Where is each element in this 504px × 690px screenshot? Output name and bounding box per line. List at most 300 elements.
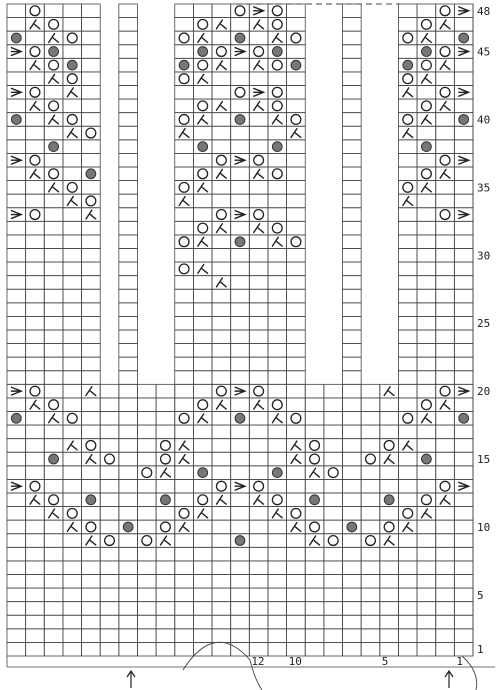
grid-cell — [7, 466, 26, 480]
grid-cell — [7, 534, 26, 548]
grid-cell — [26, 357, 45, 371]
grid-cell — [361, 642, 380, 656]
grid-cell — [44, 262, 63, 276]
grid-cell — [231, 629, 250, 643]
decrease-symbol — [67, 197, 77, 206]
grid-cell — [26, 425, 45, 439]
grid-cell — [417, 316, 436, 330]
grid-cell — [175, 344, 194, 358]
grid-cell — [343, 479, 362, 493]
grid-cell — [26, 72, 45, 86]
grid-cell — [231, 316, 250, 330]
yarn-over-symbol — [30, 87, 40, 97]
grid-cell — [82, 344, 101, 358]
grid-cell — [324, 520, 343, 534]
grid-cell — [137, 520, 156, 534]
grid-cell — [119, 18, 138, 32]
grid-cell — [231, 249, 250, 263]
grid-cell — [193, 194, 212, 208]
grid-cell — [454, 18, 473, 32]
repeat-arrow-icon — [445, 671, 453, 688]
grid-cell — [63, 466, 82, 480]
grid-cell — [436, 221, 455, 235]
grid-cell — [82, 575, 101, 589]
yarn-over-symbol — [49, 169, 59, 179]
yarn-over-symbol — [161, 522, 171, 532]
grid-cell — [343, 575, 362, 589]
grid-cell — [7, 493, 26, 507]
grid-cell — [268, 602, 287, 616]
decrease-symbol — [216, 495, 226, 504]
yarn-over-symbol — [291, 508, 301, 518]
grid-cell — [100, 479, 119, 493]
grid-cell — [82, 316, 101, 330]
bobble-symbol — [272, 47, 282, 57]
grid-cell — [7, 371, 26, 385]
yarn-over-symbol — [440, 155, 450, 165]
yarn-over-symbol — [198, 400, 208, 410]
grid-cell — [249, 344, 268, 358]
grid-cell — [212, 642, 231, 656]
decrease-symbol — [422, 74, 432, 83]
grid-cell — [175, 371, 194, 385]
decrease-symbol — [403, 88, 413, 97]
grid-cell — [417, 153, 436, 167]
grid-cell — [63, 588, 82, 602]
yarn-over-symbol — [384, 522, 394, 532]
grid-cell — [398, 561, 417, 575]
yarn-over-symbol — [216, 210, 226, 220]
decrease-symbol — [291, 523, 301, 532]
decrease-symbol — [179, 129, 189, 138]
grid-cell — [63, 561, 82, 575]
grid-cell — [212, 371, 231, 385]
grid-cell — [305, 615, 324, 629]
bobble-symbol — [272, 468, 282, 478]
grid-cell — [343, 194, 362, 208]
grid-cell — [119, 86, 138, 100]
grid-cell — [287, 330, 306, 344]
bobble-symbol — [384, 495, 394, 505]
grid-cell — [119, 371, 138, 385]
yarn-over-symbol — [440, 47, 450, 57]
grid-cell — [249, 113, 268, 127]
grid-cell — [44, 439, 63, 453]
grid-cell — [436, 602, 455, 616]
grid-cell — [231, 18, 250, 32]
grid-cell — [119, 615, 138, 629]
grid-cell — [454, 547, 473, 561]
grid-cell — [287, 194, 306, 208]
bobble-symbol — [235, 237, 245, 247]
bobble-symbol — [422, 142, 432, 152]
grid-cell — [417, 126, 436, 140]
grid-cell — [436, 534, 455, 548]
grid-cell — [175, 303, 194, 317]
grid-cell — [268, 194, 287, 208]
grid-cell — [231, 493, 250, 507]
grid-cell — [119, 466, 138, 480]
grid-cell — [398, 289, 417, 303]
grid-cell — [119, 126, 138, 140]
yarn-over-symbol — [440, 6, 450, 16]
grid-cell — [417, 439, 436, 453]
grid-cell — [100, 520, 119, 534]
grid-cell — [268, 452, 287, 466]
yarn-over-symbol — [86, 441, 96, 451]
grid-cell — [436, 262, 455, 276]
yarn-over-symbol — [49, 101, 59, 111]
grid-cell — [175, 575, 194, 589]
grid-cell — [137, 507, 156, 521]
row-number-label: 5 — [477, 588, 484, 602]
grid-cell — [398, 602, 417, 616]
decrease-symbol — [49, 74, 59, 83]
grid-cell — [398, 493, 417, 507]
grid-cell — [193, 303, 212, 317]
grid-cell — [361, 439, 380, 453]
grid-cell — [82, 398, 101, 412]
decrease-symbol — [310, 536, 320, 545]
grid-cell — [436, 466, 455, 480]
grid-cell — [119, 221, 138, 235]
decrease-symbol — [422, 183, 432, 192]
bobble-symbol — [403, 60, 413, 70]
decrease-symbol — [254, 224, 264, 233]
bobble-symbol — [198, 468, 208, 478]
yarn-over-symbol — [30, 47, 40, 57]
grid-cell — [193, 439, 212, 453]
grid-cell — [398, 384, 417, 398]
grid-cell — [137, 575, 156, 589]
grid-cell — [175, 642, 194, 656]
grid-cell — [361, 615, 380, 629]
grid-cell — [417, 479, 436, 493]
grid-cell — [324, 398, 343, 412]
grid-cell — [7, 126, 26, 140]
grid-cell — [436, 575, 455, 589]
grid-cell — [63, 642, 82, 656]
grid-cell — [137, 425, 156, 439]
grid-cell — [82, 547, 101, 561]
grid-cell — [436, 629, 455, 643]
grid-cell — [137, 384, 156, 398]
grid-cell — [398, 18, 417, 32]
grid-cell — [193, 208, 212, 222]
repeat-arrow-icon — [127, 671, 135, 688]
grid-cell — [7, 452, 26, 466]
bobble-symbol — [291, 60, 301, 70]
grid-cell — [287, 72, 306, 86]
yarn-over-symbol — [384, 441, 394, 451]
grid-cell — [454, 615, 473, 629]
grid-cell — [193, 384, 212, 398]
grid-cell — [454, 371, 473, 385]
grid-cell — [380, 561, 399, 575]
grid-cell — [231, 439, 250, 453]
grid-cell — [231, 72, 250, 86]
decrease-symbol — [198, 115, 208, 124]
grid-cell — [417, 4, 436, 18]
grid-cell — [454, 303, 473, 317]
yarn-over-symbol — [198, 495, 208, 505]
grid-cell — [380, 575, 399, 589]
decrease-symbol — [86, 210, 96, 219]
grid-cell — [175, 330, 194, 344]
grid-cell — [343, 452, 362, 466]
grid-cell — [119, 316, 138, 330]
grid-cell — [436, 412, 455, 426]
decrease-symbol — [403, 441, 413, 450]
grid-cell — [305, 642, 324, 656]
grid-cell — [119, 344, 138, 358]
grid-cell — [26, 194, 45, 208]
grid-cell — [82, 303, 101, 317]
grid-cell — [343, 642, 362, 656]
grid-cell — [343, 126, 362, 140]
grid-cell — [7, 561, 26, 575]
grid-cell — [398, 425, 417, 439]
grid-cell — [7, 507, 26, 521]
bobble-symbol — [459, 413, 469, 423]
grid-cell — [193, 4, 212, 18]
yarn-over-symbol — [86, 522, 96, 532]
grid-cell — [343, 58, 362, 72]
grid-cell — [44, 153, 63, 167]
grid-cell — [268, 384, 287, 398]
yarn-over-symbol — [366, 454, 376, 464]
grid-cell — [398, 588, 417, 602]
grid-cell — [287, 140, 306, 154]
grid-cell — [63, 249, 82, 263]
grid-cell — [26, 534, 45, 548]
grid-cell — [268, 615, 287, 629]
grid-cell — [193, 561, 212, 575]
grid-cell — [249, 439, 268, 453]
grid-cell — [417, 330, 436, 344]
grid-cell — [119, 398, 138, 412]
grid-cell — [7, 520, 26, 534]
grid-cell — [361, 425, 380, 439]
yarn-over-symbol — [49, 495, 59, 505]
grid-cell — [44, 547, 63, 561]
grid-cell — [380, 507, 399, 521]
grid-cell — [44, 303, 63, 317]
grid-cell — [305, 384, 324, 398]
grid-cell — [343, 561, 362, 575]
grid-cell — [193, 452, 212, 466]
grid-cell — [231, 344, 250, 358]
grid-cell — [324, 479, 343, 493]
grid-cell — [193, 126, 212, 140]
grid-cell — [212, 547, 231, 561]
grid-cell — [212, 602, 231, 616]
yarn-over-symbol — [179, 264, 189, 274]
grid-cell — [175, 588, 194, 602]
grid-cell — [454, 493, 473, 507]
grid-cell — [417, 208, 436, 222]
grid-cell — [454, 466, 473, 480]
yarn-over-symbol — [67, 413, 77, 423]
grid-cell — [454, 357, 473, 371]
grid-cell — [212, 520, 231, 534]
bobble-symbol — [11, 115, 21, 125]
grid-cell — [26, 547, 45, 561]
grid-cell — [212, 344, 231, 358]
grid-cell — [287, 153, 306, 167]
decrease-symbol — [161, 536, 171, 545]
double-decrease-symbol — [235, 156, 245, 164]
grid-cell — [436, 235, 455, 249]
grid-cell — [63, 479, 82, 493]
double-decrease-symbol — [459, 156, 469, 164]
decrease-symbol — [161, 468, 171, 477]
grid-cell — [343, 507, 362, 521]
yarn-over-symbol — [198, 60, 208, 70]
grid-cell — [287, 181, 306, 195]
grid-cell — [231, 561, 250, 575]
grid-cell — [156, 615, 175, 629]
grid-cell — [268, 642, 287, 656]
grid-cell — [343, 45, 362, 59]
grid-cell — [343, 588, 362, 602]
grid-cell — [175, 249, 194, 263]
decrease-symbol — [422, 414, 432, 423]
grid-cell — [249, 588, 268, 602]
yarn-over-symbol — [403, 508, 413, 518]
grid-cell — [417, 520, 436, 534]
grid-cell — [82, 31, 101, 45]
grid-cell — [361, 398, 380, 412]
yarn-over-symbol — [272, 495, 282, 505]
grid-cell — [398, 276, 417, 290]
grid-cell — [454, 330, 473, 344]
grid-cell — [175, 140, 194, 154]
yarn-over-symbol — [254, 386, 264, 396]
yarn-over-symbol — [161, 441, 171, 451]
grid-cell — [380, 615, 399, 629]
bobble-symbol — [198, 47, 208, 57]
grid-cell — [44, 86, 63, 100]
grid-cell — [193, 86, 212, 100]
grid-cell — [175, 398, 194, 412]
grid-cell — [26, 344, 45, 358]
grid-cell — [193, 357, 212, 371]
decrease-symbol — [179, 441, 189, 450]
decrease-symbol — [254, 169, 264, 178]
grid-cell — [82, 99, 101, 113]
grid-cell — [156, 412, 175, 426]
grid-cell — [82, 425, 101, 439]
grid-cell — [249, 371, 268, 385]
grid-cell — [398, 642, 417, 656]
grid-cell — [119, 602, 138, 616]
grid-cell — [212, 126, 231, 140]
yarn-over-symbol — [272, 169, 282, 179]
grid-cell — [454, 276, 473, 290]
decrease-symbol — [179, 455, 189, 464]
grid-cell — [361, 412, 380, 426]
decrease-symbol — [198, 237, 208, 246]
double-decrease-symbol — [459, 482, 469, 490]
grid-cell — [454, 262, 473, 276]
yarn-over-symbol — [422, 101, 432, 111]
grid-cell — [156, 602, 175, 616]
grid-cell — [175, 316, 194, 330]
grid-cell — [268, 249, 287, 263]
grid-cell — [305, 547, 324, 561]
grid-cell — [175, 18, 194, 32]
grid-cell — [100, 466, 119, 480]
grid-cell — [175, 629, 194, 643]
grid-cell — [212, 4, 231, 18]
grid-cell — [380, 588, 399, 602]
grid-cell — [417, 615, 436, 629]
grid-cell — [343, 249, 362, 263]
grid-cell — [454, 235, 473, 249]
row-number-label: 10 — [477, 520, 491, 534]
yarn-over-symbol — [67, 508, 77, 518]
grid-cell — [454, 507, 473, 521]
yarn-over-symbol — [310, 522, 320, 532]
column-number-label: 1 — [456, 655, 463, 668]
yarn-over-symbol — [440, 481, 450, 491]
yarn-over-symbol — [67, 115, 77, 125]
grid-cell — [26, 642, 45, 656]
grid-cell — [231, 126, 250, 140]
grid-cell — [343, 384, 362, 398]
decrease-symbol — [272, 237, 282, 246]
grid-cell — [454, 520, 473, 534]
grid-cell — [156, 642, 175, 656]
grid-cell — [268, 425, 287, 439]
yarn-over-symbol — [328, 468, 338, 478]
grid-cell — [175, 493, 194, 507]
yarn-over-symbol — [30, 481, 40, 491]
grid-cell — [268, 344, 287, 358]
yarn-over-symbol — [30, 155, 40, 165]
yarn-over-symbol — [105, 536, 115, 546]
decrease-symbol — [254, 20, 264, 29]
grid-cell — [63, 221, 82, 235]
grid-cell — [268, 371, 287, 385]
yarn-over-symbol — [179, 115, 189, 125]
grid-cell — [82, 466, 101, 480]
grid-cell — [156, 479, 175, 493]
grid-cell — [212, 262, 231, 276]
grid-cell — [119, 547, 138, 561]
grid-cell — [193, 289, 212, 303]
grid-cell — [287, 575, 306, 589]
grid-cell — [26, 615, 45, 629]
grid-cell — [231, 575, 250, 589]
yarn-over-symbol — [310, 441, 320, 451]
grid-cell — [212, 181, 231, 195]
yarn-over-symbol — [440, 386, 450, 396]
yarn-over-symbol — [30, 6, 40, 16]
decrease-symbol — [49, 414, 59, 423]
yarn-over-symbol — [254, 210, 264, 220]
grid-cell — [231, 398, 250, 412]
grid-cell — [193, 520, 212, 534]
grid-cell — [7, 602, 26, 616]
decrease-symbol — [310, 468, 320, 477]
grid-cell — [398, 167, 417, 181]
grid-cell — [100, 642, 119, 656]
bobble-symbol — [310, 495, 320, 505]
grid-cell — [231, 466, 250, 480]
grid-cell — [343, 398, 362, 412]
